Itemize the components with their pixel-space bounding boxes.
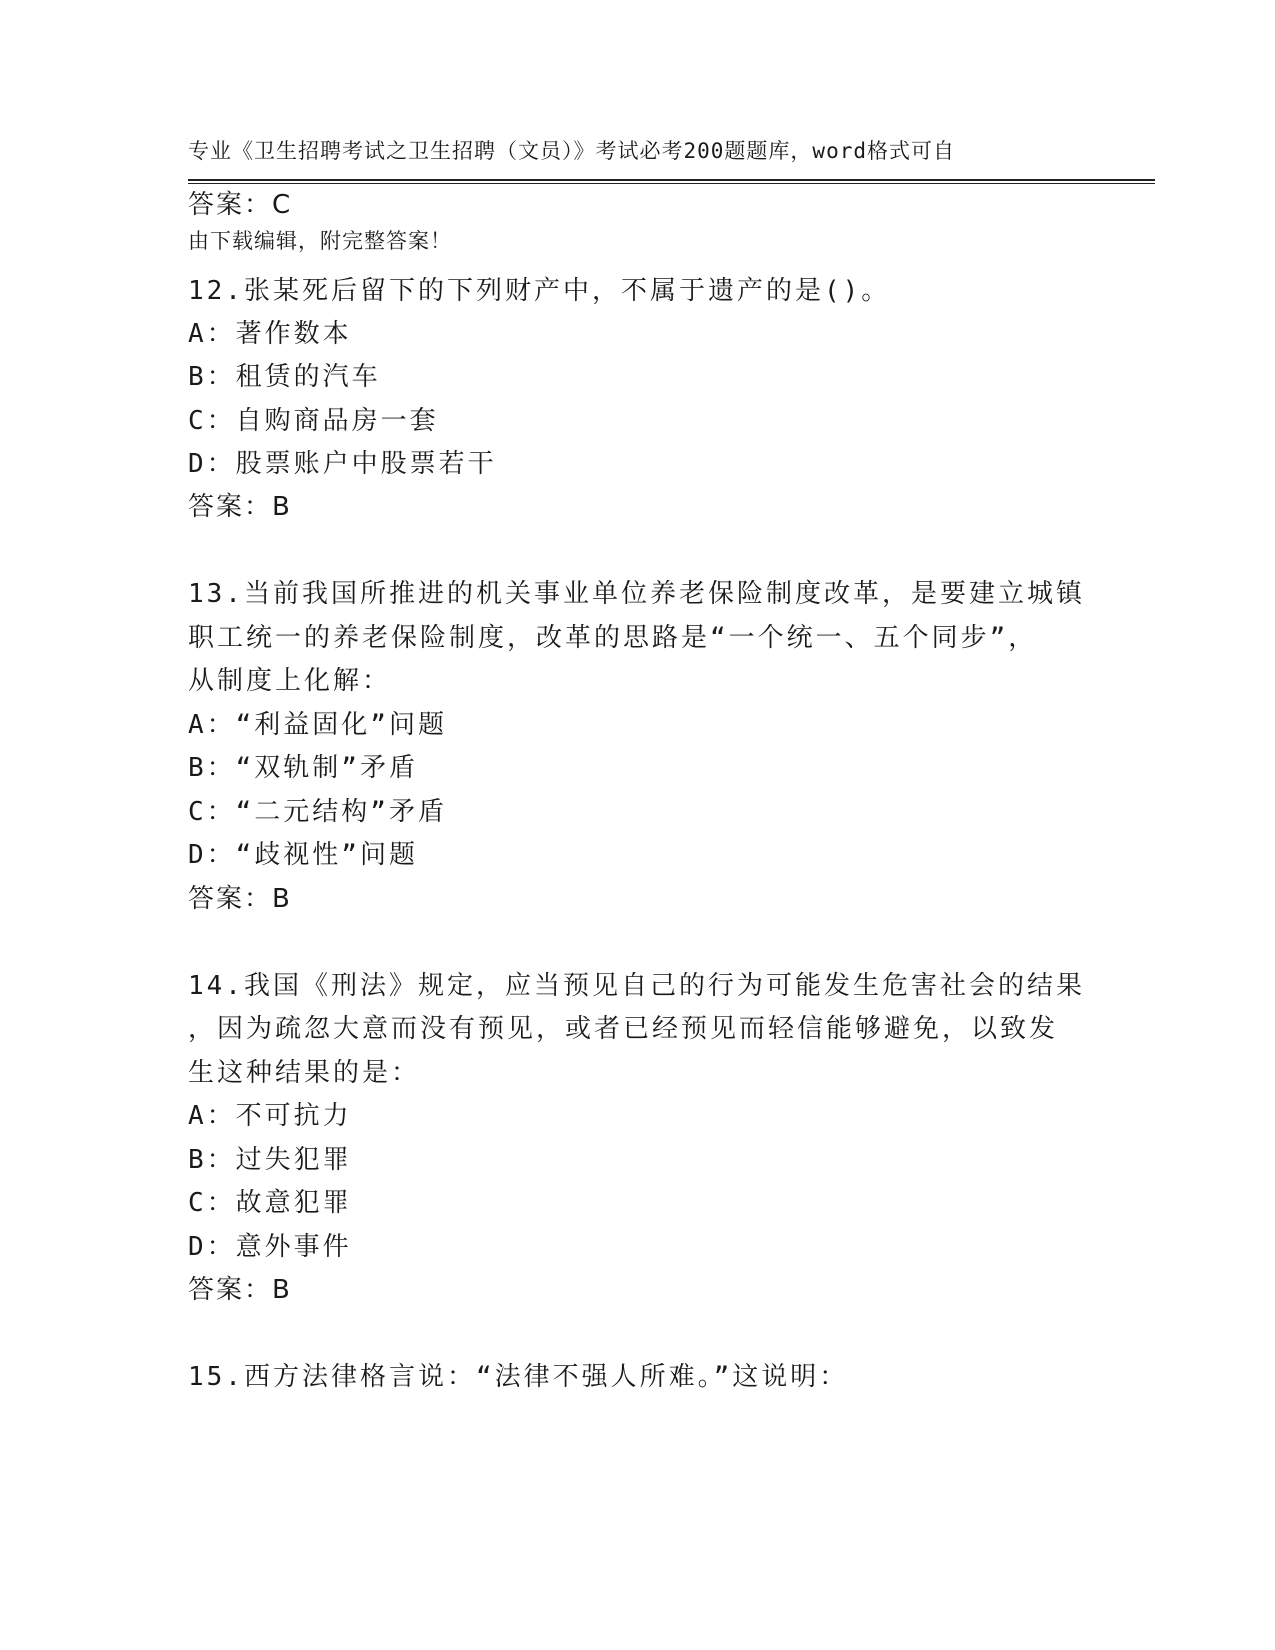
header-line-2: 由下载编辑，附完整答案！ xyxy=(188,229,452,253)
question-12-stem: 12.张某死后留下的下列财产中，不属于遗产的是()。 xyxy=(188,276,891,306)
question-13-option-b: B：“双轨制”矛盾 xyxy=(188,753,418,783)
question-12-option-a: A：著作数本 xyxy=(188,319,352,349)
question-13-answer: 答案：B xyxy=(188,884,292,914)
question-12-option-b: B：租赁的汽车 xyxy=(188,362,381,392)
header-rule-thick xyxy=(188,179,1155,181)
question-13-option-a: A：“利益固化”问题 xyxy=(188,710,447,740)
question-13-stem-line-1: 13.当前我国所推进的机关事业单位养老保险制度改革，是要建立城镇 xyxy=(188,579,1085,609)
question-14-option-c: C：故意犯罪 xyxy=(188,1188,352,1218)
question-14-option-d: D：意外事件 xyxy=(188,1232,352,1262)
question-14-option-a: A：不可抗力 xyxy=(188,1101,352,1131)
question-13-option-d: D：“歧视性”问题 xyxy=(188,840,418,870)
answer-previous: 答案：C xyxy=(188,190,293,220)
question-15-stem-line-1: 15.西方法律格言说：“法律不强人所难。”这说明： xyxy=(188,1362,849,1392)
question-13-stem-line-2: 职工统一的养老保险制度，改革的思路是“一个统一、五个同步”， xyxy=(188,623,1038,653)
question-13-option-c: C：“二元结构”矛盾 xyxy=(188,797,447,827)
question-14-stem-line-2: ，因为疏忽大意而没有预见，或者已经预见而轻信能够避免，以致发 xyxy=(188,1014,1059,1044)
question-13-stem-line-3: 从制度上化解： xyxy=(188,666,392,696)
header-rule-thin xyxy=(188,183,1155,184)
question-14-stem-line-3: 生这种结果的是： xyxy=(188,1058,421,1088)
question-12-answer: 答案：B xyxy=(188,492,292,522)
question-14-answer: 答案：B xyxy=(188,1275,292,1305)
question-12-option-c: C：自购商品房一套 xyxy=(188,406,439,436)
header-line-1: 专业《卫生招聘考试之卫生招聘（文员）》考试必考200题题库，word格式可自 xyxy=(188,139,955,163)
question-12-option-d: D：股票账户中股票若干 xyxy=(188,449,497,479)
question-14-option-b: B：过失犯罪 xyxy=(188,1145,352,1175)
question-14-stem-line-1: 14.我国《刑法》规定，应当预见自己的行为可能发生危害社会的结果 xyxy=(188,971,1085,1001)
